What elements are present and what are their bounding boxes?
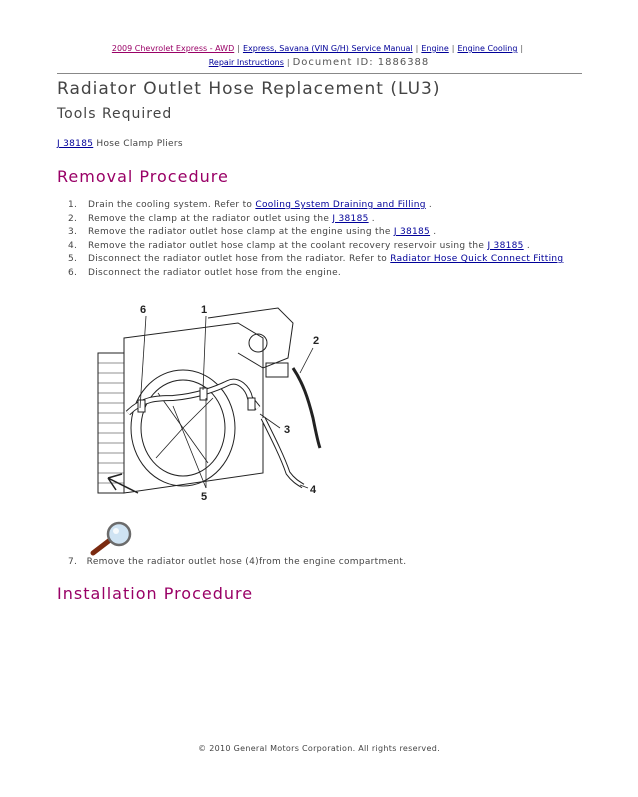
- tool-link[interactable]: J 38185: [57, 139, 94, 149]
- step-number: 4.: [68, 240, 78, 251]
- callout-label: 6: [140, 304, 147, 316]
- step-text-end: .: [425, 200, 433, 210]
- step-text: Remove the radiator outlet hose clamp at the engine using the: [88, 227, 394, 237]
- step-text-end: .: [368, 213, 375, 224]
- callout-label: 4: [310, 484, 317, 496]
- page-title: Radiator Outlet Hose Replacement (LU3): [57, 79, 441, 99]
- magnify-icon[interactable]: [88, 520, 136, 558]
- step-text: Disconnect the radiator outlet hose from the engine.: [88, 267, 342, 278]
- callout-label: 2: [313, 335, 320, 347]
- removal-procedure-heading: Removal Procedure: [57, 167, 229, 186]
- step-item: [68, 199, 588, 213]
- step-link[interactable]: Radiator Hose Quick Connect Fitting: [390, 254, 564, 264]
- radiator-outlet-hose-illustration: [88, 298, 338, 503]
- breadcrumb: [60, 42, 578, 70]
- step-number: 2.: [68, 213, 78, 224]
- step-link[interactable]: J 38185: [332, 213, 369, 224]
- step-item: [68, 240, 588, 254]
- breadcrumb-separator: |: [415, 44, 419, 53]
- step-text: Remove the radiator outlet hose (4)from the engine compartment.: [86, 557, 407, 567]
- step-number: 1.: [68, 200, 78, 210]
- step-number: 7.: [68, 557, 78, 567]
- breadcrumb-separator: |: [520, 44, 524, 53]
- radiator-outlet-hose: [128, 382, 258, 413]
- step-link[interactable]: J 38185: [487, 240, 524, 251]
- step-number: 6.: [68, 267, 78, 278]
- header-divider: [57, 73, 582, 74]
- step-item: [68, 213, 588, 227]
- breadcrumb-engine-cooling-link[interactable]: Engine Cooling: [457, 44, 518, 53]
- callout-label: 5: [201, 491, 208, 503]
- tool-item: [57, 139, 183, 149]
- removal-steps-list: [68, 199, 588, 280]
- step-text-end: .: [523, 240, 531, 251]
- installation-procedure-heading: Installation Procedure: [57, 584, 254, 603]
- step-item: [68, 253, 588, 267]
- step-text-end: .: [430, 227, 437, 237]
- breadcrumb-separator: |: [451, 44, 455, 53]
- step-item: [68, 226, 588, 240]
- step-number: 5.: [68, 254, 78, 264]
- step-text: Remove the radiator outlet hose clamp at the coolant recovery reservoir using the: [88, 240, 488, 251]
- step-link[interactable]: Cooling System Draining and Filling: [255, 200, 426, 210]
- document-id: Document ID: 1886388: [292, 57, 430, 68]
- step-text: Drain the cooling system. Refer to: [88, 200, 256, 210]
- breadcrumb-engine-link[interactable]: Engine: [421, 44, 449, 53]
- callout-label: 3: [284, 424, 291, 436]
- callout-label: 1: [201, 304, 208, 316]
- tools-required-heading: Tools Required: [57, 106, 173, 122]
- copyright-footer: © 2010 General Motors Corporation. All rights reserved.: [198, 744, 440, 753]
- tool-description: Hose Clamp Pliers: [93, 139, 183, 149]
- breadcrumb-separator: |: [286, 58, 290, 67]
- step-text: Remove the clamp at the radiator outlet using the: [88, 213, 333, 224]
- step-link[interactable]: J 38185: [393, 227, 431, 237]
- step-item: [68, 267, 588, 281]
- step-number: 3.: [68, 227, 78, 237]
- breadcrumb-vehicle-link[interactable]: 2009 Chevrolet Express - AWD: [111, 44, 235, 53]
- breadcrumb-manual-link[interactable]: Express, Savana (VIN G/H) Service Manual: [242, 44, 413, 53]
- step-item: [68, 557, 406, 567]
- step-text: Disconnect the radiator outlet hose from the radiator. Refer to: [88, 254, 391, 264]
- breadcrumb-separator: |: [237, 44, 240, 53]
- breadcrumb-repair-instructions-link[interactable]: Repair Instructions: [208, 58, 284, 67]
